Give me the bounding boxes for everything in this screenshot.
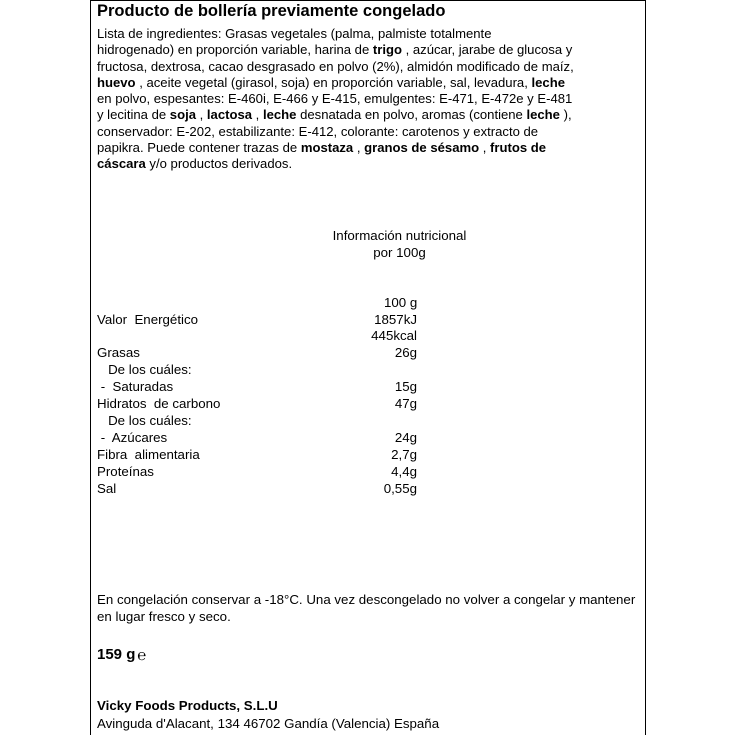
ingredients-line bbox=[97, 107, 637, 123]
nutrition-row-value: 4,4g bbox=[391, 464, 417, 479]
product-title: Producto de bollería previamente congelado bbox=[97, 2, 446, 20]
nutrition-row bbox=[97, 429, 437, 446]
nutrition-row-label: - Azúcares bbox=[97, 430, 168, 445]
allergen-text: leche bbox=[526, 107, 560, 123]
ingredients-line bbox=[97, 140, 637, 156]
nutrition-row-label: De los cuáles: bbox=[97, 362, 192, 377]
net-weight-value: 159 g bbox=[97, 646, 136, 663]
ingredient-text: ), bbox=[559, 107, 572, 123]
nutrition-row-label: Valor Energético bbox=[97, 312, 199, 327]
ingredient-text: y lecitina de bbox=[97, 107, 170, 123]
nutrition-row-value: 0,55g bbox=[383, 481, 417, 496]
nutrition-row-value: 2,7g bbox=[391, 447, 417, 462]
nutrition-row-label: - Saturadas bbox=[97, 379, 174, 394]
ingredient-text: conservador: E-202, estabilizante: E-412, colorante: carotenos y extracto de bbox=[97, 123, 539, 139]
ingredient-text: en polvo, espesantes: E-460i, E-466 y E-415, emulgentes: E-471, E-472e y E-481 bbox=[97, 91, 573, 107]
ingredient-text: papikra. Puede contener trazas de bbox=[97, 140, 301, 156]
allergen-text: frutos de bbox=[490, 140, 547, 156]
nutrition-heading-line1: Información nutricional bbox=[332, 228, 467, 243]
nutrition-row-label: Hidratos de carbono bbox=[97, 396, 221, 411]
nutrition-row bbox=[97, 327, 437, 344]
ingredients-line bbox=[97, 91, 637, 107]
ingredient-text: desnatada en polvo, aromas (contiene bbox=[296, 107, 527, 123]
ingredient-text: , bbox=[479, 140, 491, 156]
ingredient-text: y/o productos derivados. bbox=[145, 156, 293, 172]
nutrition-row-label: Fibra alimentaria bbox=[97, 447, 200, 462]
allergen-text: leche bbox=[531, 74, 565, 90]
nutrition-row bbox=[97, 446, 437, 463]
ingredient-text: , bbox=[353, 140, 365, 156]
nutrition-heading-line2: por 100g bbox=[373, 245, 426, 260]
storage-note: En congelación conservar a -18°C. Una vez descongelado no volver a congelar y mantener en lugar fresco y seco. bbox=[97, 592, 636, 624]
nutrition-row-value: 47g bbox=[394, 396, 417, 411]
nutrition-row-label: Proteínas bbox=[97, 464, 154, 479]
nutrition-row-value: 24g bbox=[394, 430, 417, 445]
ingredient-text: , azúcar, jarabe de glucosa y bbox=[401, 42, 573, 58]
nutrition-row-value: 445kcal bbox=[371, 328, 417, 343]
ingredients-line bbox=[97, 124, 637, 140]
nutrition-row bbox=[97, 361, 437, 378]
nutrition-row bbox=[97, 480, 437, 497]
ingredient-text: , aceite vegetal (girasol, soja) en proporción variable, sal, levadura, bbox=[135, 74, 532, 90]
ingredient-text: , bbox=[196, 107, 207, 123]
allergen-text: mostaza bbox=[300, 140, 354, 156]
nutrition-row bbox=[97, 344, 437, 361]
ingredients-line bbox=[97, 59, 637, 75]
ingredient-text: , bbox=[252, 107, 263, 123]
nutrition-row bbox=[97, 463, 437, 480]
allergen-text: soja bbox=[169, 107, 196, 123]
allergen-text: cáscara bbox=[97, 156, 146, 172]
nutrition-heading bbox=[327, 227, 472, 261]
allergen-text: trigo bbox=[372, 42, 402, 58]
allergen-text: leche bbox=[262, 107, 297, 123]
company-name: Vicky Foods Products, S.L.U bbox=[97, 698, 278, 713]
nutrition-row-label: De los cuáles: bbox=[97, 413, 192, 428]
nutrition-row bbox=[97, 311, 437, 328]
net-weight bbox=[97, 646, 146, 664]
allergen-text: lactosa bbox=[206, 107, 253, 123]
nutrition-row-value: 26g bbox=[394, 345, 417, 360]
ingredient-text: fructosa, dextrosa, cacao desgrasado en polvo (2%), almidón modificado de maíz, bbox=[97, 58, 574, 74]
ingredients-line bbox=[97, 75, 637, 91]
nutrition-row bbox=[97, 395, 437, 412]
ingredients-line bbox=[97, 156, 637, 172]
nutrition-row-value: 1857kJ bbox=[374, 312, 417, 327]
ingredients-line bbox=[97, 42, 637, 58]
company-address: Avinguda d'Alacant, 134 46702 Gandía (Valencia) España bbox=[97, 716, 440, 731]
estimate-mark: ℮ bbox=[137, 646, 147, 664]
ingredients-line bbox=[97, 26, 637, 42]
ingredient-text: Lista de ingredientes: Grasas vegetales (palma, palmiste totalmente bbox=[97, 26, 492, 41]
nutrition-row-value: 15g bbox=[394, 379, 417, 394]
nutrition-row-label: Sal bbox=[97, 481, 117, 496]
allergen-text: huevo bbox=[97, 74, 136, 90]
nutrition-row bbox=[97, 378, 437, 395]
nutrition-column-header: 100 g bbox=[384, 295, 418, 310]
allergen-text: granos de sésamo bbox=[364, 140, 480, 156]
ingredient-text: hidrogenado) en proporción variable, harina de bbox=[97, 42, 373, 58]
ingredients-list bbox=[97, 26, 637, 173]
nutrition-row-label: Grasas bbox=[97, 345, 140, 360]
nutrition-row bbox=[97, 412, 437, 429]
